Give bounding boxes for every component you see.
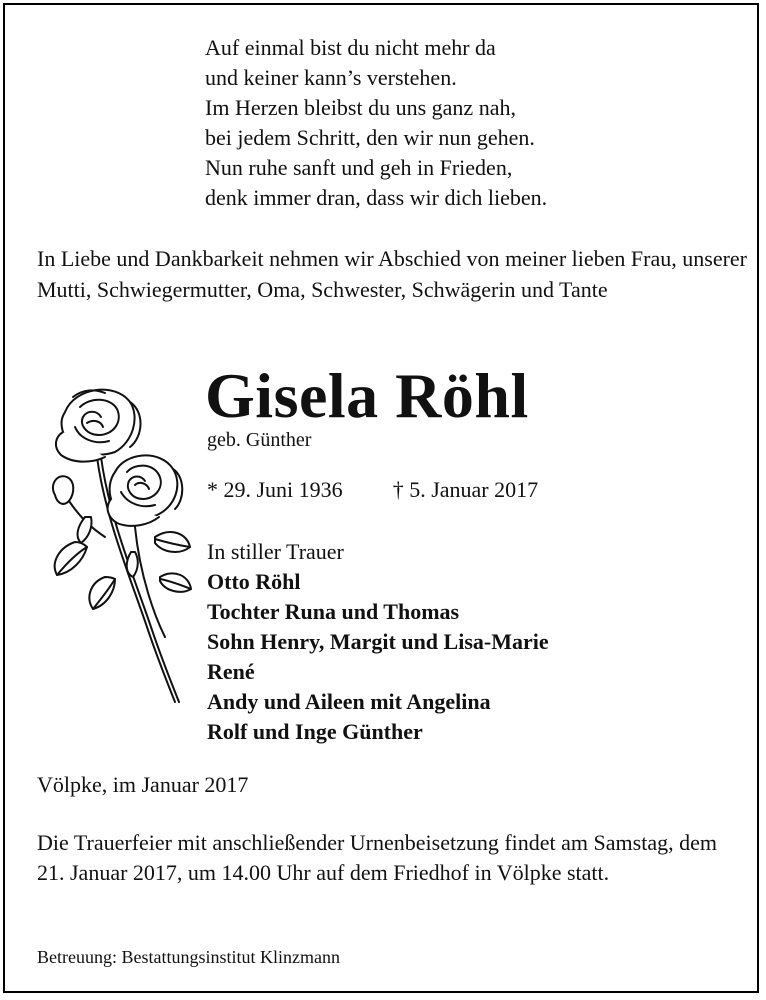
place-date: Völpke, im Januar 2017 [37,772,249,797]
poem-line: und keiner kann’s verstehen. [205,65,457,90]
life-dates [207,475,538,505]
poem-line: Im Herzen bleibst du uns ganz nah, [205,95,516,120]
poem-line: Auf einmal bist du nicht mehr da [205,35,496,60]
mourner-name: Andy und Aileen mit Angelina [207,689,491,714]
poem-line: Nun ruhe sanft und geh in Frieden, [205,155,513,180]
mourner-name: René [207,659,255,684]
mourners-lead: In stiller Trauer [207,539,344,564]
birth-date: * 29. Juni 1936 [207,477,343,502]
mourner-name: Otto Röhl [207,569,301,594]
poem-line: bei jedem Schritt, den wir nun gehen. [205,125,535,150]
mourner-name: Rolf und Inge Günther [207,719,423,744]
rose-icon [35,377,205,717]
intro-text: In Liebe und Dankbarkeit nehmen wir Abschied von meiner lieben Frau, unserer Mutti, Schwiegermutter, Oma, Schwester, Schwägerin und Tante [37,246,747,302]
service-info: Die Trauerfeier mit anschließender Urnenbeisetzung findet am Samstag, dem 21. Januar 2017, um 14.00 Uhr auf dem Friedhof in Völpke statt. [37,830,717,885]
maiden-name: geb. Günther [207,429,312,451]
mourner-name: Tochter Runa und Thomas [207,599,460,624]
mourner-name: Sohn Henry, Margit und Lisa-Marie [207,629,549,654]
funeral-home: Betreuung: Bestattungsinstitut Klinzmann [37,947,340,967]
deceased-name: Gisela Röhl [205,360,529,431]
mourners-list [207,537,549,747]
poem-line: denk immer dran, dass wir dich lieben. [205,185,548,210]
poem [205,33,725,213]
death-date: † 5. Januar 2017 [392,477,539,502]
obituary-notice [3,3,759,993]
